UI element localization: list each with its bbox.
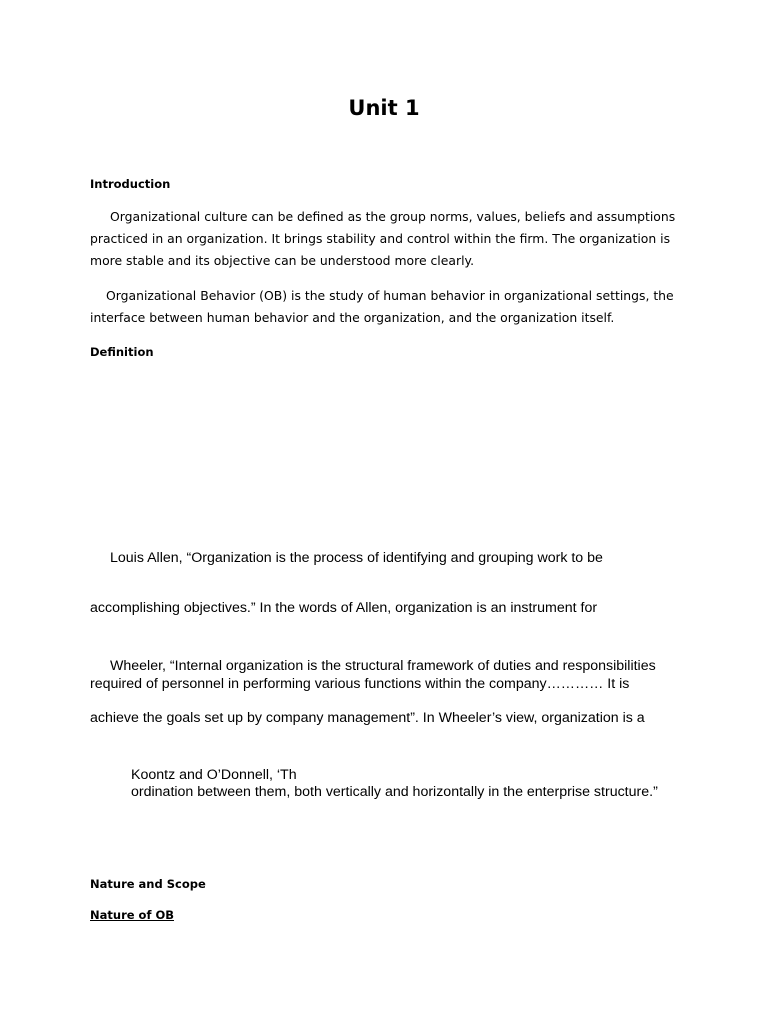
introduction-paragraph-1 [90,206,676,272]
paragraph-line: Organizational culture can be defined as the group norms, values, beliefs and assumptions [110,209,676,224]
introduction-paragraph-2 [90,285,674,329]
wheeler-quote-line-3: achieve the goals set up by company management”. In Wheeler’s view, organization is a [90,710,645,726]
nature-scope-heading: Nature and Scope [90,877,206,891]
wheeler-quote-line-2: required of personnel in performing various functions within the company………… It is [90,676,630,692]
allen-quote-line-2: accomplishing objectives.” In the words of Allen, organization is an instrument for [90,600,598,616]
allen-quote-line-1: Louis Allen, “Organization is the process of identifying and grouping work to be [110,550,603,566]
paragraph-line: Organizational Behavior (OB) is the study of human behavior in organizational settings, the [106,288,674,303]
koontz-quote-line-1: Koontz and O’Donnell, ‘Th [131,767,297,783]
page-title: Unit 1 [348,96,420,120]
nature-of-ob-subheading: Nature of OB [90,908,174,922]
paragraph-line: interface between human behavior and the organization, and the organization itself. [90,310,615,325]
introduction-heading: Introduction [90,177,171,191]
definition-heading: Definition [90,345,154,359]
wheeler-quote-line-1: Wheeler, “Internal organization is the structural framework of duties and responsibilities [110,658,656,674]
paragraph-line: practiced in an organization. It brings stability and control within the firm. The organization is [90,231,671,246]
paragraph-line: more stable and its objective can be understood more clearly. [90,253,475,268]
koontz-quote-line-2: ordination between them, both vertically and horizontally in the enterprise structure.” [131,784,658,800]
